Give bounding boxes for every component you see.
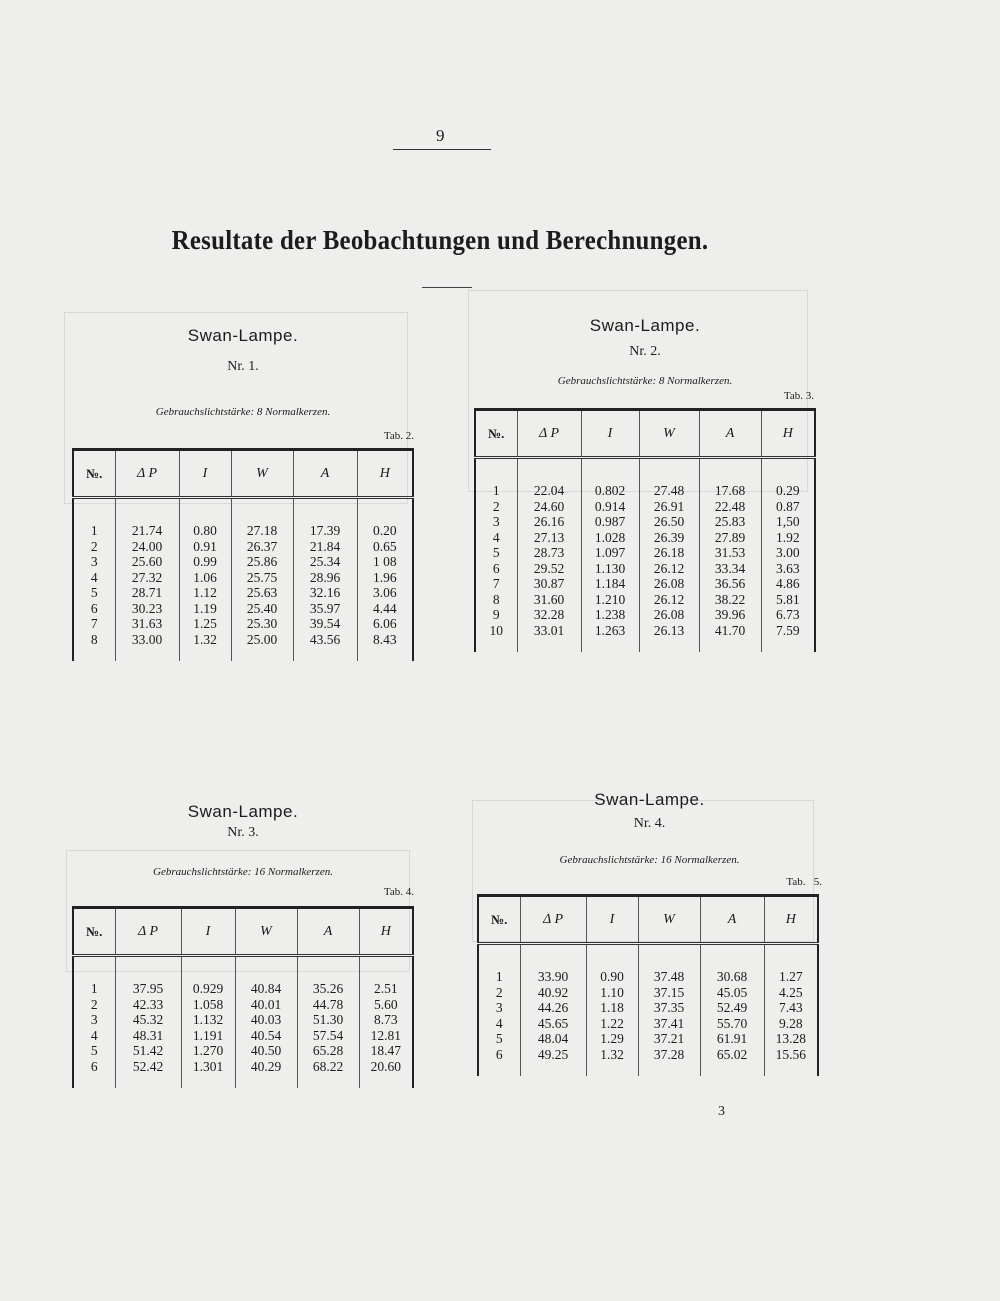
table-row <box>73 1012 413 1028</box>
tab-label: Tab. 2. <box>383 430 414 442</box>
cell: 4.86 <box>761 576 815 592</box>
results-table <box>72 448 414 661</box>
cell: 15.56 <box>764 1047 818 1063</box>
table-row <box>73 1028 413 1044</box>
signature-mark: 3 <box>718 1104 725 1119</box>
cell: 1.27 <box>764 969 818 985</box>
cell: 26.50 <box>639 514 699 530</box>
table-row <box>73 554 413 570</box>
column-header: I <box>581 410 639 458</box>
column-header: I <box>586 896 638 944</box>
table-block-nr3 <box>72 798 414 1118</box>
cell: 3.63 <box>761 561 815 577</box>
table-tail <box>475 638 815 652</box>
results-table <box>474 408 816 652</box>
table-row <box>475 499 815 515</box>
cell: 33.34 <box>699 561 761 577</box>
lamp-number: Nr. 3. <box>227 825 259 840</box>
cell: 1.132 <box>181 1012 235 1028</box>
cell: 7 <box>492 576 500 591</box>
cell: 45.32 <box>115 1012 181 1028</box>
table-row <box>475 607 815 623</box>
cell: 37.21 <box>638 1031 700 1047</box>
cell: 40.54 <box>235 1028 297 1044</box>
cell: 1.058 <box>181 997 235 1013</box>
cell: 22.04 <box>517 483 581 499</box>
cell: 37.28 <box>638 1047 700 1063</box>
lamp-name: Swan-Lampe. <box>594 790 705 809</box>
cell: 1.19 <box>179 601 231 617</box>
cell: 1 <box>90 981 98 996</box>
cell: 1 <box>90 523 98 538</box>
table-tail <box>73 647 413 661</box>
table-row <box>475 576 815 592</box>
cell: 4 <box>495 1015 503 1031</box>
cell: 31.60 <box>517 592 581 608</box>
cell: 52.49 <box>700 1000 764 1016</box>
cell: 1.32 <box>179 632 231 648</box>
cell: 26.39 <box>639 530 699 546</box>
cell: 25.86 <box>231 554 293 570</box>
cell: 2 <box>492 498 500 514</box>
cell: 5.81 <box>761 592 815 608</box>
cell: 36.56 <box>699 576 761 592</box>
cell: 1.92 <box>761 530 815 546</box>
light-intensity-note: Gebrauchslichtstärke: 8 Normalkerzen. <box>155 406 331 418</box>
cell: 2.51 <box>359 981 413 997</box>
table-spacer <box>73 956 413 982</box>
cell: 25.63 <box>231 585 293 601</box>
table-row <box>73 616 413 632</box>
cell: 40.50 <box>235 1043 297 1059</box>
cell: 4.25 <box>764 985 818 1001</box>
cell: 30.87 <box>517 576 581 592</box>
cell: 40.01 <box>235 997 297 1013</box>
table-spacer <box>478 944 818 970</box>
cell: 25.00 <box>231 632 293 648</box>
table-row <box>475 514 815 530</box>
table-row <box>73 1059 413 1075</box>
cell: 1.097 <box>581 545 639 561</box>
lamp-name: Swan-Lampe. <box>187 326 299 345</box>
cell: 0.29 <box>761 483 815 499</box>
lamp-number: Nr. 1. <box>227 359 259 374</box>
cell: 4 <box>90 1027 98 1043</box>
lamp-name: Swan-Lampe. <box>187 802 299 821</box>
table-header-row <box>73 450 413 498</box>
cell: 26.13 <box>639 623 699 639</box>
light-intensity-note: Gebrauchslichtstärke: 16 Normalkerzen. <box>559 854 740 866</box>
cell: 4 <box>492 529 500 545</box>
cell: 2 <box>90 538 98 554</box>
page-title: Resultate der Beobachtungen und Berechnungen. <box>171 225 709 255</box>
cell: 28.96 <box>293 570 357 586</box>
cell: 37.48 <box>638 969 700 985</box>
table-row <box>478 1000 818 1016</box>
cell: 5 <box>90 585 98 600</box>
cell: 37.41 <box>638 1016 700 1032</box>
lamp-number: Nr. 4. <box>633 816 666 831</box>
title-rule <box>422 287 472 288</box>
cell: 25.30 <box>231 616 293 632</box>
cell: 3 <box>90 1012 98 1027</box>
cell: 1.270 <box>181 1043 235 1059</box>
cell: 0.802 <box>581 483 639 499</box>
column-header: A <box>699 410 761 458</box>
cell: 5.60 <box>359 997 413 1013</box>
cell: 3.06 <box>357 585 413 601</box>
cell: 28.71 <box>115 585 179 601</box>
cell: 45.65 <box>520 1016 586 1032</box>
table-header-row <box>73 908 413 956</box>
cell: 25.34 <box>293 554 357 570</box>
cell: 1.22 <box>586 1016 638 1032</box>
cell: 51.42 <box>115 1043 181 1059</box>
cell: 39.54 <box>293 616 357 632</box>
cell: 27.48 <box>639 483 699 499</box>
cell: 1.130 <box>581 561 639 577</box>
table-block-nr1 <box>72 322 414 692</box>
cell: 24.00 <box>115 539 179 555</box>
cell: 40.03 <box>235 1012 297 1028</box>
cell: 7.43 <box>764 1000 818 1016</box>
cell: 43.56 <box>293 632 357 648</box>
cell: 22.48 <box>699 499 761 515</box>
cell: 26.12 <box>639 561 699 577</box>
table-row <box>475 592 815 608</box>
table-row <box>73 997 413 1013</box>
lamp-name: Swan-Lampe. <box>589 316 701 335</box>
column-header: W <box>231 450 293 498</box>
cell: 52.42 <box>115 1059 181 1075</box>
cell: 1.191 <box>181 1028 235 1044</box>
cell: 40.29 <box>235 1059 297 1075</box>
cell: 27.89 <box>699 530 761 546</box>
cell: 20.60 <box>359 1059 413 1075</box>
cell: 0.91 <box>179 539 231 555</box>
cell: 0.99 <box>179 554 231 570</box>
cell: 6 <box>90 600 98 616</box>
cell: 2 <box>90 996 98 1012</box>
cell: 17.39 <box>293 523 357 539</box>
cell: 1,50 <box>761 514 815 530</box>
cell: 65.28 <box>297 1043 359 1059</box>
light-intensity-note: Gebrauchslichtstärke: 16 Normalkerzen. <box>153 866 333 878</box>
cell: 6 <box>492 560 500 576</box>
cell: 28.73 <box>517 545 581 561</box>
table-row <box>73 539 413 555</box>
column-header: H <box>764 896 818 944</box>
table-row <box>478 1047 818 1063</box>
cell: 3 <box>90 554 98 569</box>
cell: 40.84 <box>235 981 297 997</box>
column-header: №. <box>475 410 517 458</box>
cell: 41.70 <box>699 623 761 639</box>
cell: 32.28 <box>517 607 581 623</box>
cell: 8.43 <box>357 632 413 648</box>
cell: 26.18 <box>639 545 699 561</box>
column-header: №. <box>73 908 115 956</box>
cell: 8 <box>492 591 500 607</box>
cell: 29.52 <box>517 561 581 577</box>
cell: 55.70 <box>700 1016 764 1032</box>
cell: 21.84 <box>293 539 357 555</box>
cell: 1.12 <box>179 585 231 601</box>
cell: 3 <box>495 1000 503 1015</box>
tab-label: Tab. 3. <box>783 390 814 402</box>
cell: 26.08 <box>639 607 699 623</box>
column-header: I <box>181 908 235 956</box>
cell: 30.68 <box>700 969 764 985</box>
cell: 8 <box>90 631 98 647</box>
cell: 6 <box>90 1058 98 1074</box>
cell: 40.92 <box>520 985 586 1001</box>
cell: 9 <box>492 607 500 622</box>
table-row <box>478 969 818 985</box>
cell: 21.74 <box>115 523 179 539</box>
cell: 2 <box>495 984 503 1000</box>
table-row <box>475 623 815 639</box>
cell: 27.32 <box>115 570 179 586</box>
cell: 25.83 <box>699 514 761 530</box>
cell: 13.28 <box>764 1031 818 1047</box>
cell: 1.210 <box>581 592 639 608</box>
table-row <box>73 1043 413 1059</box>
cell: 1.32 <box>586 1047 638 1063</box>
table-header-row <box>478 896 818 944</box>
tab-label: Tab. 5. <box>786 876 822 888</box>
cell: 37.35 <box>638 1000 700 1016</box>
cell: 6 <box>495 1046 503 1062</box>
cell: 9.28 <box>764 1016 818 1032</box>
cell: 1.238 <box>581 607 639 623</box>
cell: 35.97 <box>293 601 357 617</box>
cell: 49.25 <box>520 1047 586 1063</box>
table-row <box>478 1016 818 1032</box>
cell: 31.53 <box>699 545 761 561</box>
header-rule <box>393 149 491 150</box>
cell: 1.263 <box>581 623 639 639</box>
table-row <box>475 545 815 561</box>
results-table <box>72 906 414 1088</box>
cell: 0.65 <box>357 539 413 555</box>
cell: 44.26 <box>520 1000 586 1016</box>
cell: 30.23 <box>115 601 179 617</box>
column-header: Δ P <box>115 450 179 498</box>
cell: 0.929 <box>181 981 235 997</box>
column-header: Δ P <box>517 410 581 458</box>
cell: 1.06 <box>179 570 231 586</box>
column-header: A <box>293 450 357 498</box>
lamp-number: Nr. 2. <box>629 344 661 359</box>
cell: 48.31 <box>115 1028 181 1044</box>
cell: 7 <box>90 616 98 631</box>
cell: 5 <box>90 1043 98 1058</box>
cell: 1.29 <box>586 1031 638 1047</box>
cell: 1.18 <box>586 1000 638 1016</box>
cell: 1.96 <box>357 570 413 586</box>
cell: 7.59 <box>761 623 815 639</box>
table-block-nr2 <box>474 312 816 682</box>
cell: 8.73 <box>359 1012 413 1028</box>
cell: 17.68 <box>699 483 761 499</box>
table-row <box>478 985 818 1001</box>
cell: 26.37 <box>231 539 293 555</box>
cell: 31.63 <box>115 616 179 632</box>
table-tail <box>478 1062 818 1076</box>
cell: 0.87 <box>761 499 815 515</box>
cell: 42.33 <box>115 997 181 1013</box>
table-row <box>73 570 413 586</box>
table-block-nr4 <box>477 788 822 1108</box>
cell: 48.04 <box>520 1031 586 1047</box>
table-row <box>73 523 413 539</box>
cell: 38.22 <box>699 592 761 608</box>
cell: 3 <box>492 514 500 529</box>
column-header: W <box>235 908 297 956</box>
cell: 25.40 <box>231 601 293 617</box>
cell: 0.90 <box>586 969 638 985</box>
table-row <box>73 601 413 617</box>
cell: 35.26 <box>297 981 359 997</box>
table-tail <box>73 1074 413 1088</box>
cell: 1 <box>492 483 500 498</box>
cell: 51.30 <box>297 1012 359 1028</box>
table-row <box>475 483 815 499</box>
cell: 37.95 <box>115 981 181 997</box>
cell: 0.914 <box>581 499 639 515</box>
table-row <box>475 561 815 577</box>
table-row <box>478 1031 818 1047</box>
light-intensity-note: Gebrauchslichtstärke: 8 Normalkerzen. <box>557 375 733 387</box>
cell: 39.96 <box>699 607 761 623</box>
cell: 44.78 <box>297 997 359 1013</box>
cell: 1.028 <box>581 530 639 546</box>
column-header: Δ P <box>115 908 181 956</box>
cell: 1.301 <box>181 1059 235 1075</box>
cell: 57.54 <box>297 1028 359 1044</box>
cell: 5 <box>492 545 500 560</box>
cell: 27.18 <box>231 523 293 539</box>
cell: 1 08 <box>357 554 413 570</box>
table-spacer <box>73 498 413 524</box>
cell: 3.00 <box>761 545 815 561</box>
cell: 4 <box>90 569 98 585</box>
table-header-row <box>475 410 815 458</box>
cell: 25.60 <box>115 554 179 570</box>
cell: 27.13 <box>517 530 581 546</box>
cell: 1.10 <box>586 985 638 1001</box>
cell: 68.22 <box>297 1059 359 1075</box>
table-row <box>73 632 413 648</box>
table-row <box>73 585 413 601</box>
cell: 10 <box>489 622 503 638</box>
cell: 1 <box>495 969 503 984</box>
cell: 37.15 <box>638 985 700 1001</box>
cell: 26.08 <box>639 576 699 592</box>
cell: 26.91 <box>639 499 699 515</box>
cell: 0.987 <box>581 514 639 530</box>
column-header: I <box>179 450 231 498</box>
cell: 45.05 <box>700 985 764 1001</box>
column-header: №. <box>73 450 115 498</box>
column-header: Δ P <box>520 896 586 944</box>
table-row <box>73 981 413 997</box>
cell: 0.20 <box>357 523 413 539</box>
cell: 24.60 <box>517 499 581 515</box>
table-row <box>475 530 815 546</box>
column-header: H <box>359 908 413 956</box>
column-header: W <box>638 896 700 944</box>
tab-label: Tab. 4. <box>383 886 414 898</box>
cell: 6.73 <box>761 607 815 623</box>
column-header: A <box>297 908 359 956</box>
cell: 1.184 <box>581 576 639 592</box>
cell: 65.02 <box>700 1047 764 1063</box>
results-table <box>477 894 819 1076</box>
cell: 26.12 <box>639 592 699 608</box>
cell: 32.16 <box>293 585 357 601</box>
cell: 33.01 <box>517 623 581 639</box>
cell: 26.16 <box>517 514 581 530</box>
table-spacer <box>475 458 815 484</box>
cell: 1.25 <box>179 616 231 632</box>
cell: 5 <box>495 1031 503 1046</box>
column-header: H <box>357 450 413 498</box>
cell: 25.75 <box>231 570 293 586</box>
cell: 33.00 <box>115 632 179 648</box>
column-header: №. <box>478 896 520 944</box>
cell: 0.80 <box>179 523 231 539</box>
cell: 6.06 <box>357 616 413 632</box>
cell: 18.47 <box>359 1043 413 1059</box>
page-number: 9 <box>436 126 445 145</box>
column-header: H <box>761 410 815 458</box>
cell: 12.81 <box>359 1028 413 1044</box>
column-header: W <box>639 410 699 458</box>
cell: 33.90 <box>520 969 586 985</box>
cell: 4.44 <box>357 601 413 617</box>
column-header: A <box>700 896 764 944</box>
cell: 61.91 <box>700 1031 764 1047</box>
